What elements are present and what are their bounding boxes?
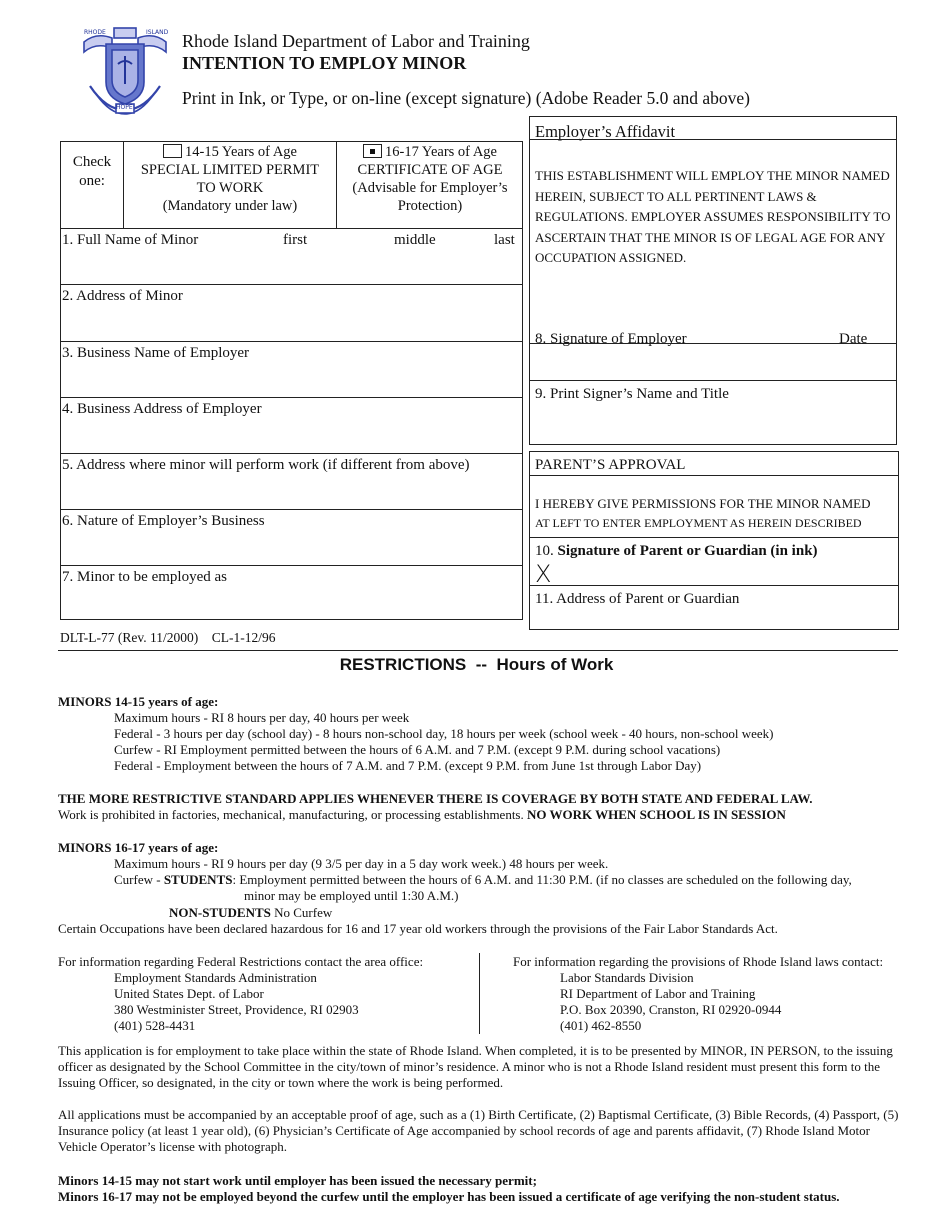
affidavit-text: THIS ESTABLISHMENT WILL EMPLOY THE MINOR NAMED HEREIN, SUBJECT TO ALL PERTINENT LAWS & REGULATIONS. EMPLOYER ASSUMES RESPONSIBILITY TO ASCERTAIN THAT THE MINOR IS OF LEGAL AGE FOR ANY OCCUPATION ASSIGNED. [535,168,891,265]
option2-note2: Protection) [397,198,463,214]
rule-line: Federal - 3 hours per day (school day) - 8 hours non-school day, 18 hours per week (school week - 40 hours, non-school week) [114,726,774,741]
students-curfew [114,872,852,888]
form-title: INTENTION TO EMPLOY MINOR [182,53,467,73]
restrictive-standard-note: THE MORE RESTRICTIVE STANDARD APPLIES WHENEVER THERE IS COVERAGE BY BOTH STATE AND FEDERAL LAW. [58,791,813,806]
form-instructions: Print in Ink, or Type, or on-line (except signature) (Adobe Reader 5.0 and above) [182,88,750,108]
federal-line: 380 Westminister Street, Providence, RI 02903 [114,1002,359,1017]
full-name-field[interactable] [60,228,523,284]
signer-name-title-field[interactable] [529,380,897,444]
ri-phone: (401) 462-8550 [560,1018,642,1033]
form-number: DLT-L-77 (Rev. 11/2000) CL-1-12/96 [60,630,276,645]
parent-approval-title: PARENT’S APPROVAL [535,457,686,473]
option2-title: CERTIFICATE OF AGE [357,162,503,178]
employer-address-label: 4. Business Address of Employer [62,401,262,417]
parent-address-label: 11. Address of Parent or Guardian [535,591,740,607]
restrictions-title: RESTRICTIONS -- Hours of Work [339,655,614,674]
presentation-paragraph: This application is for employment to take place within the state of Rhode Island. When completed, it is to be presented by MINOR, IN PERSON, to the issuing officer as designated by the School Committee in the city/town of minor’s residence. A minor who is not a Rhode Island resident must present this form to the Issuing Officer, so designated, in the city or town where the work is being performed. [58,1043,893,1090]
minors-1415-permit-note: Minors 14-15 may not start work until employer has been issued the necessary permit; [58,1173,537,1188]
checkbox-14-15[interactable] [163,144,182,158]
check-one-label: Check one: [72,154,112,189]
affidavit-title: Employer’s Affidavit [535,122,676,141]
work-address-label: 5. Address where minor will perform work (if different from above) [62,457,470,473]
seal-label-left: RHODE [84,29,106,36]
minor-address-field[interactable] [60,284,523,341]
rule-line: Curfew - RI Employment permitted between the hours of 6 A.M. and 7 P.M. (except 9 P.M. during school vacations) [114,742,721,757]
federal-line: United States Dept. of Labor [114,986,264,1001]
federal-line: Employment Standards Administration [114,970,317,985]
nonstudents-curfew [169,905,332,921]
employer-signature-field[interactable] [529,328,897,380]
option1-title: SPECIAL LIMITED PERMIT [140,162,320,178]
hazardous-note: Certain Occupations have been declared hazardous for 16 and 17 year old workers through the provisions of the Fair Labor Standards Act. [58,921,778,936]
students-text-cont: minor may be employed until 1:30 A.M.) [244,888,459,903]
middle-name-label: middle [394,232,436,248]
department-name: Rhode Island Department of Labor and Training [182,31,530,51]
minors-1617-curfew-note: Minors 16-17 may not be employed beyond the curfew until the employer has been issued a certificate of age verifying the non-student status. [58,1189,840,1204]
minors-1415-rules [114,710,773,774]
last-name-label: last [494,232,515,248]
nonstudents-label: NON-STUDENTS [169,905,271,920]
students-label: STUDENTS [163,872,233,887]
option2-age: 16-17 Years of Age [385,144,497,160]
ri-line: RI Department of Labor and Training [560,986,756,1001]
parent-permission-line1: I HEREBY GIVE PERMISSIONS FOR THE MINOR NAMED [535,496,871,511]
parent-signature-field[interactable] [529,537,899,588]
full-name-label: 1. Full Name of Minor [62,232,199,248]
employer-name-field[interactable] [60,341,523,397]
federal-intro: For information regarding Federal Restrictions contact the area office: [58,954,424,969]
parent-permission-line2: AT LEFT TO ENTER EMPLOYMENT AS HEREIN DESCRIBED [535,516,862,530]
option-16-17[interactable] [337,143,523,215]
parent-signature-number: 10. [535,543,554,559]
employer-name-label: 3. Business Name of Employer [62,345,250,361]
seal-label-right: ISLAND [146,29,169,36]
option2-note: (Advisable for Employer’s [352,180,508,196]
employer-address-field[interactable] [60,397,523,453]
parent-signature-label: Signature of Parent or Guardian (in ink) [557,543,818,559]
ri-contact [513,954,883,1034]
minors-1415-heading: MINORS 14-15 years of age: [58,694,219,709]
option-14-15[interactable] [124,143,336,215]
divider [529,343,897,344]
signer-name-label: 9. Print Signer’s Name and Title [535,386,729,402]
rule-line: Federal - Employment between the hours of 7 A.M. and 7 P.M. (except 9 P.M. from June 1st through Labor Day) [114,758,702,773]
section-divider [58,650,898,651]
prohibited-note [58,807,786,823]
minors-1617-heading: MINORS 16-17 years of age: [58,840,219,855]
divider [529,475,899,476]
contact-divider [479,953,480,1034]
business-nature-field[interactable] [60,509,523,565]
prohibited-text: Work is prohibited in factories, mechanical, manufacturing, or processing establishments. [58,807,524,822]
option1-title2: TO WORK [196,180,264,196]
checkbox-16-17[interactable] [363,144,382,158]
no-work-school-note: NO WORK WHEN SCHOOL IS IN SESSION [527,807,786,822]
divider [529,139,897,140]
federal-phone: (401) 528-4431 [114,1018,196,1033]
signature-date-label: Date [839,331,868,347]
minors-1617-max-hours: Maximum hours - RI 9 hours per day (9 3/5 per day in a 5 day work week.) 48 hours per week. [114,856,609,871]
proof-of-age-paragraph: All applications must be accompanied by an acceptable proof of age, such as a (1) Birth Certificate, (2) Baptismal Certificate, (3) Bible Records, (4) Passport, (5) Insurance policy (at least 1 year old), (6) Physician’s Certificate of Age accompanied by school records of age and parents affidavit, (7) Rhode Island Motor Vehicle Operator’s license with photograph. [58,1107,899,1154]
ri-intro: For information regarding the provisions of Rhode Island laws contact: [513,954,884,969]
curfew-prefix: Curfew - [114,872,164,887]
option1-age: 14-15 Years of Age [185,144,297,160]
seal-label-bottom: HOPE [116,104,133,111]
minor-address-label: 2. Address of Minor [62,288,183,304]
work-address-field[interactable] [60,453,523,509]
ri-line: Labor Standards Division [560,970,694,985]
signature-x-mark: X [535,560,552,588]
employed-as-label: 7. Minor to be employed as [62,569,227,585]
federal-contact [58,954,423,1034]
ri-line: P.O. Box 20390, Cranston, RI 02920-0944 [560,1002,782,1017]
rule-line: Maximum hours - RI 8 hours per day, 40 hours per week [114,710,410,725]
first-name-label: first [283,232,308,248]
business-nature-label: 6. Nature of Employer’s Business [62,513,265,529]
employer-signature-label: 8. Signature of Employer [535,331,687,347]
state-seal-logo [76,24,174,116]
nonstudents-text: No Curfew [270,905,333,920]
employed-as-field[interactable] [60,565,523,620]
students-text: : Employment permitted between the hours of 6 A.M. and 11:30 P.M. (if no classes are scheduled on the following day, [232,872,852,887]
parent-address-field[interactable] [529,585,899,629]
option1-note: (Mandatory under law) [162,198,298,214]
